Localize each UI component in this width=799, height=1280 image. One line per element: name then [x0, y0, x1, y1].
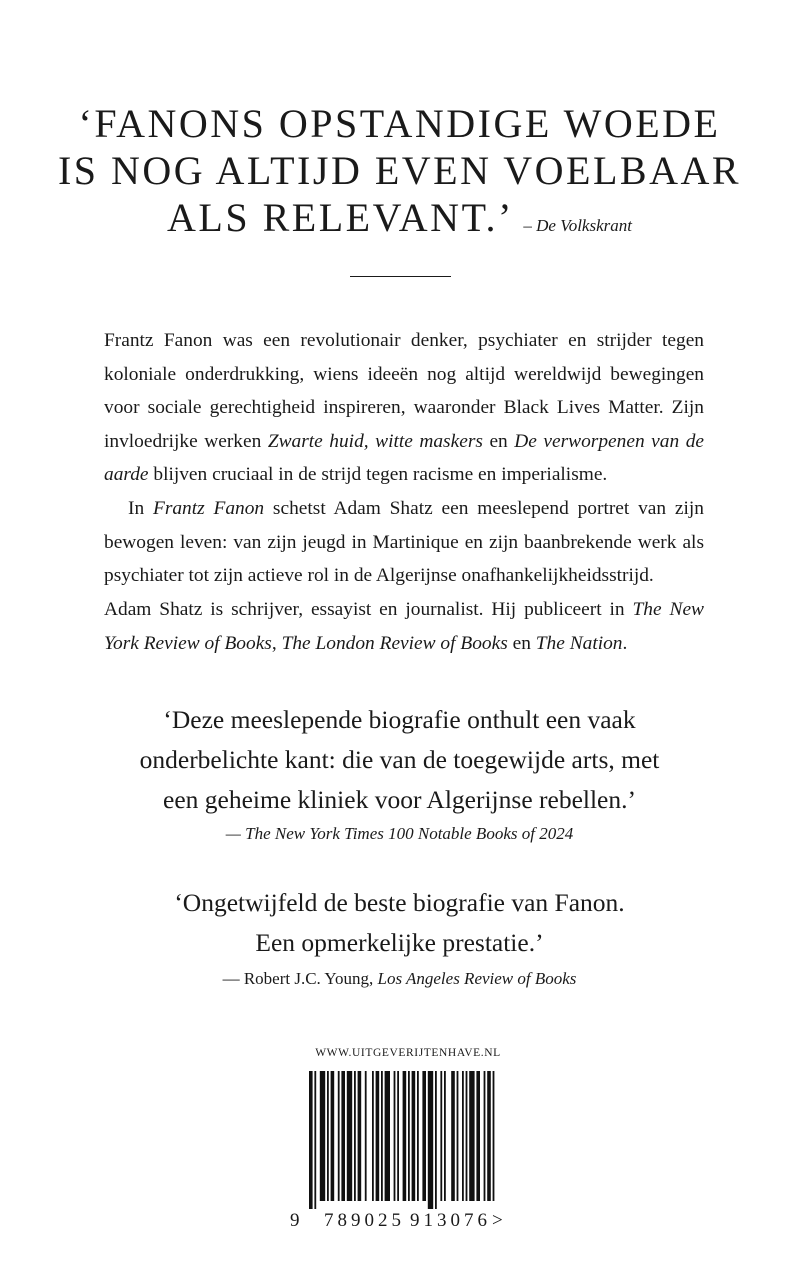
- author-bio-text: ,: [271, 632, 282, 654]
- author-bio-text: en: [507, 632, 536, 654]
- book-title-verworpenen: De verworpenen van de aarde: [104, 430, 704, 486]
- headline-line-3: [0, 194, 799, 249]
- barcode-bar: [451, 1071, 455, 1201]
- barcode-bar: [466, 1071, 468, 1201]
- barcode-bar: [444, 1071, 446, 1201]
- headline-quote: [0, 100, 799, 249]
- barcode-bar: [385, 1071, 390, 1201]
- barcode-bar: [457, 1071, 459, 1201]
- publication-lrb: The London Review of Books: [281, 632, 508, 654]
- barcode-bar: [440, 1071, 442, 1201]
- barcode-bar: [435, 1071, 437, 1209]
- barcode-bar: [341, 1071, 345, 1201]
- description-text: en: [482, 430, 515, 452]
- headline-line-2: IS NOG ALTIJD EVEN VOELBAAR: [57, 148, 742, 193]
- barcode-bar: [403, 1071, 407, 1201]
- barcode-bar: [462, 1071, 464, 1201]
- barcode-bar: [314, 1071, 316, 1209]
- barcode-bar: [331, 1071, 335, 1201]
- description-text: Frantz Fanon was een revolutionair denker, psychiater en strijder tegen koloniale onderdrukking, wiens ideeën nog altijd wereldwijd bewegingen voor sociale gerechtigheid inspireren, waaronder Black Lives Matter. Zijn invloedrijke werken: [104, 330, 704, 452]
- review-quote-1: [0, 700, 799, 820]
- quote-2-line-1: ‘Ongetwijfeld de beste biografie van Fanon.: [174, 888, 625, 917]
- quote-2-source-name: — Robert J.C. Young,: [222, 969, 378, 988]
- author-bio: [104, 593, 704, 660]
- publication-the-nation: The Nation: [535, 632, 623, 654]
- barcode-bar: [338, 1071, 340, 1201]
- headline-line-1: ‘FANONS OPSTANDIGE WOEDE: [78, 101, 721, 146]
- description-text: blijven cruciaal in de strijd tegen racisme en imperialisme.: [148, 464, 608, 486]
- barcode-bar: [422, 1071, 426, 1201]
- divider-rule: [350, 276, 451, 277]
- barcode-bar: [428, 1071, 433, 1209]
- barcode-bar: [394, 1071, 396, 1201]
- isbn-group-2: 913076: [410, 1210, 491, 1231]
- barcode-bar: [372, 1071, 374, 1201]
- barcode-bar: [412, 1071, 416, 1201]
- barcode-bar: [469, 1071, 474, 1201]
- description-text: schetst Adam Shatz een meeslepend portret van zijn bewogen leven: van zijn jeugd in Martinique en zijn baanbrekende werk als psychiater tot zijn actieve rol in de Algerijnse onafhankelijkheidsstrijd.: [104, 497, 704, 587]
- quote-1-line-2: onderbelichte kant: die van de toegewijde arts, met: [139, 745, 660, 774]
- description-paragraph-2: [104, 492, 704, 593]
- author-bio-text: .: [622, 632, 628, 654]
- author-bio-paragraph: [104, 593, 704, 660]
- barcode-bar: [397, 1071, 399, 1201]
- barcode-bar: [365, 1071, 367, 1201]
- barcode-bar: [320, 1071, 325, 1201]
- publisher-website: WWW.UITGEVERIJTENHAVE.NL: [315, 1047, 501, 1059]
- quote-2-source-publication: Los Angeles Review of Books: [377, 969, 577, 988]
- barcode-bar: [354, 1071, 356, 1201]
- publication-nyrb: The New York Review of Books: [104, 599, 704, 654]
- barcode-bar: [417, 1071, 419, 1201]
- quote-2-source: [0, 969, 799, 989]
- headline-line-3-text: ALS RELEVANT.’: [167, 195, 511, 240]
- book-title-frantz-fanon: Frantz Fanon: [152, 497, 265, 519]
- headline-attribution: – De Volkskrant: [523, 216, 632, 235]
- quote-2-line-2: Een opmerkelijke prestatie.’: [255, 928, 544, 957]
- quote-1-line-3: een geheime kliniek voor Algerijnse rebellen.’: [163, 785, 636, 814]
- barcode-bar: [376, 1071, 380, 1201]
- barcode-bar: [487, 1071, 491, 1201]
- quote-1-line-1: ‘Deze meeslepende biografie onthult een vaak: [163, 705, 636, 734]
- barcode-bar: [484, 1071, 486, 1201]
- barcode-bar: [381, 1071, 383, 1201]
- barcode-bar: [327, 1071, 329, 1201]
- isbn-barcode: [305, 1071, 501, 1209]
- barcode-bar: [347, 1071, 352, 1201]
- barcode-bar: [358, 1071, 362, 1201]
- description: [104, 324, 704, 593]
- barcode-bar: [493, 1071, 495, 1201]
- isbn-digit-prefix: 9: [290, 1210, 304, 1231]
- barcode-bar: [408, 1071, 410, 1201]
- quote-1-source-text: — The New York Times 100 Notable Books of 2024: [225, 824, 574, 843]
- description-paragraph-1: [104, 324, 704, 492]
- barcode-bar: [309, 1071, 313, 1209]
- quote-1-source: [0, 824, 799, 844]
- review-quote-2: [0, 883, 799, 963]
- barcode-bar: [476, 1071, 480, 1201]
- isbn-group-1: 789025: [324, 1210, 405, 1231]
- description-text: In: [128, 497, 153, 519]
- author-bio-text: Adam Shatz is schrijver, essayist en journalist. Hij publiceert in: [104, 599, 633, 620]
- book-title-zwarte-huid: Zwarte huid, witte maskers: [267, 430, 483, 452]
- isbn-arrow: >: [492, 1210, 507, 1231]
